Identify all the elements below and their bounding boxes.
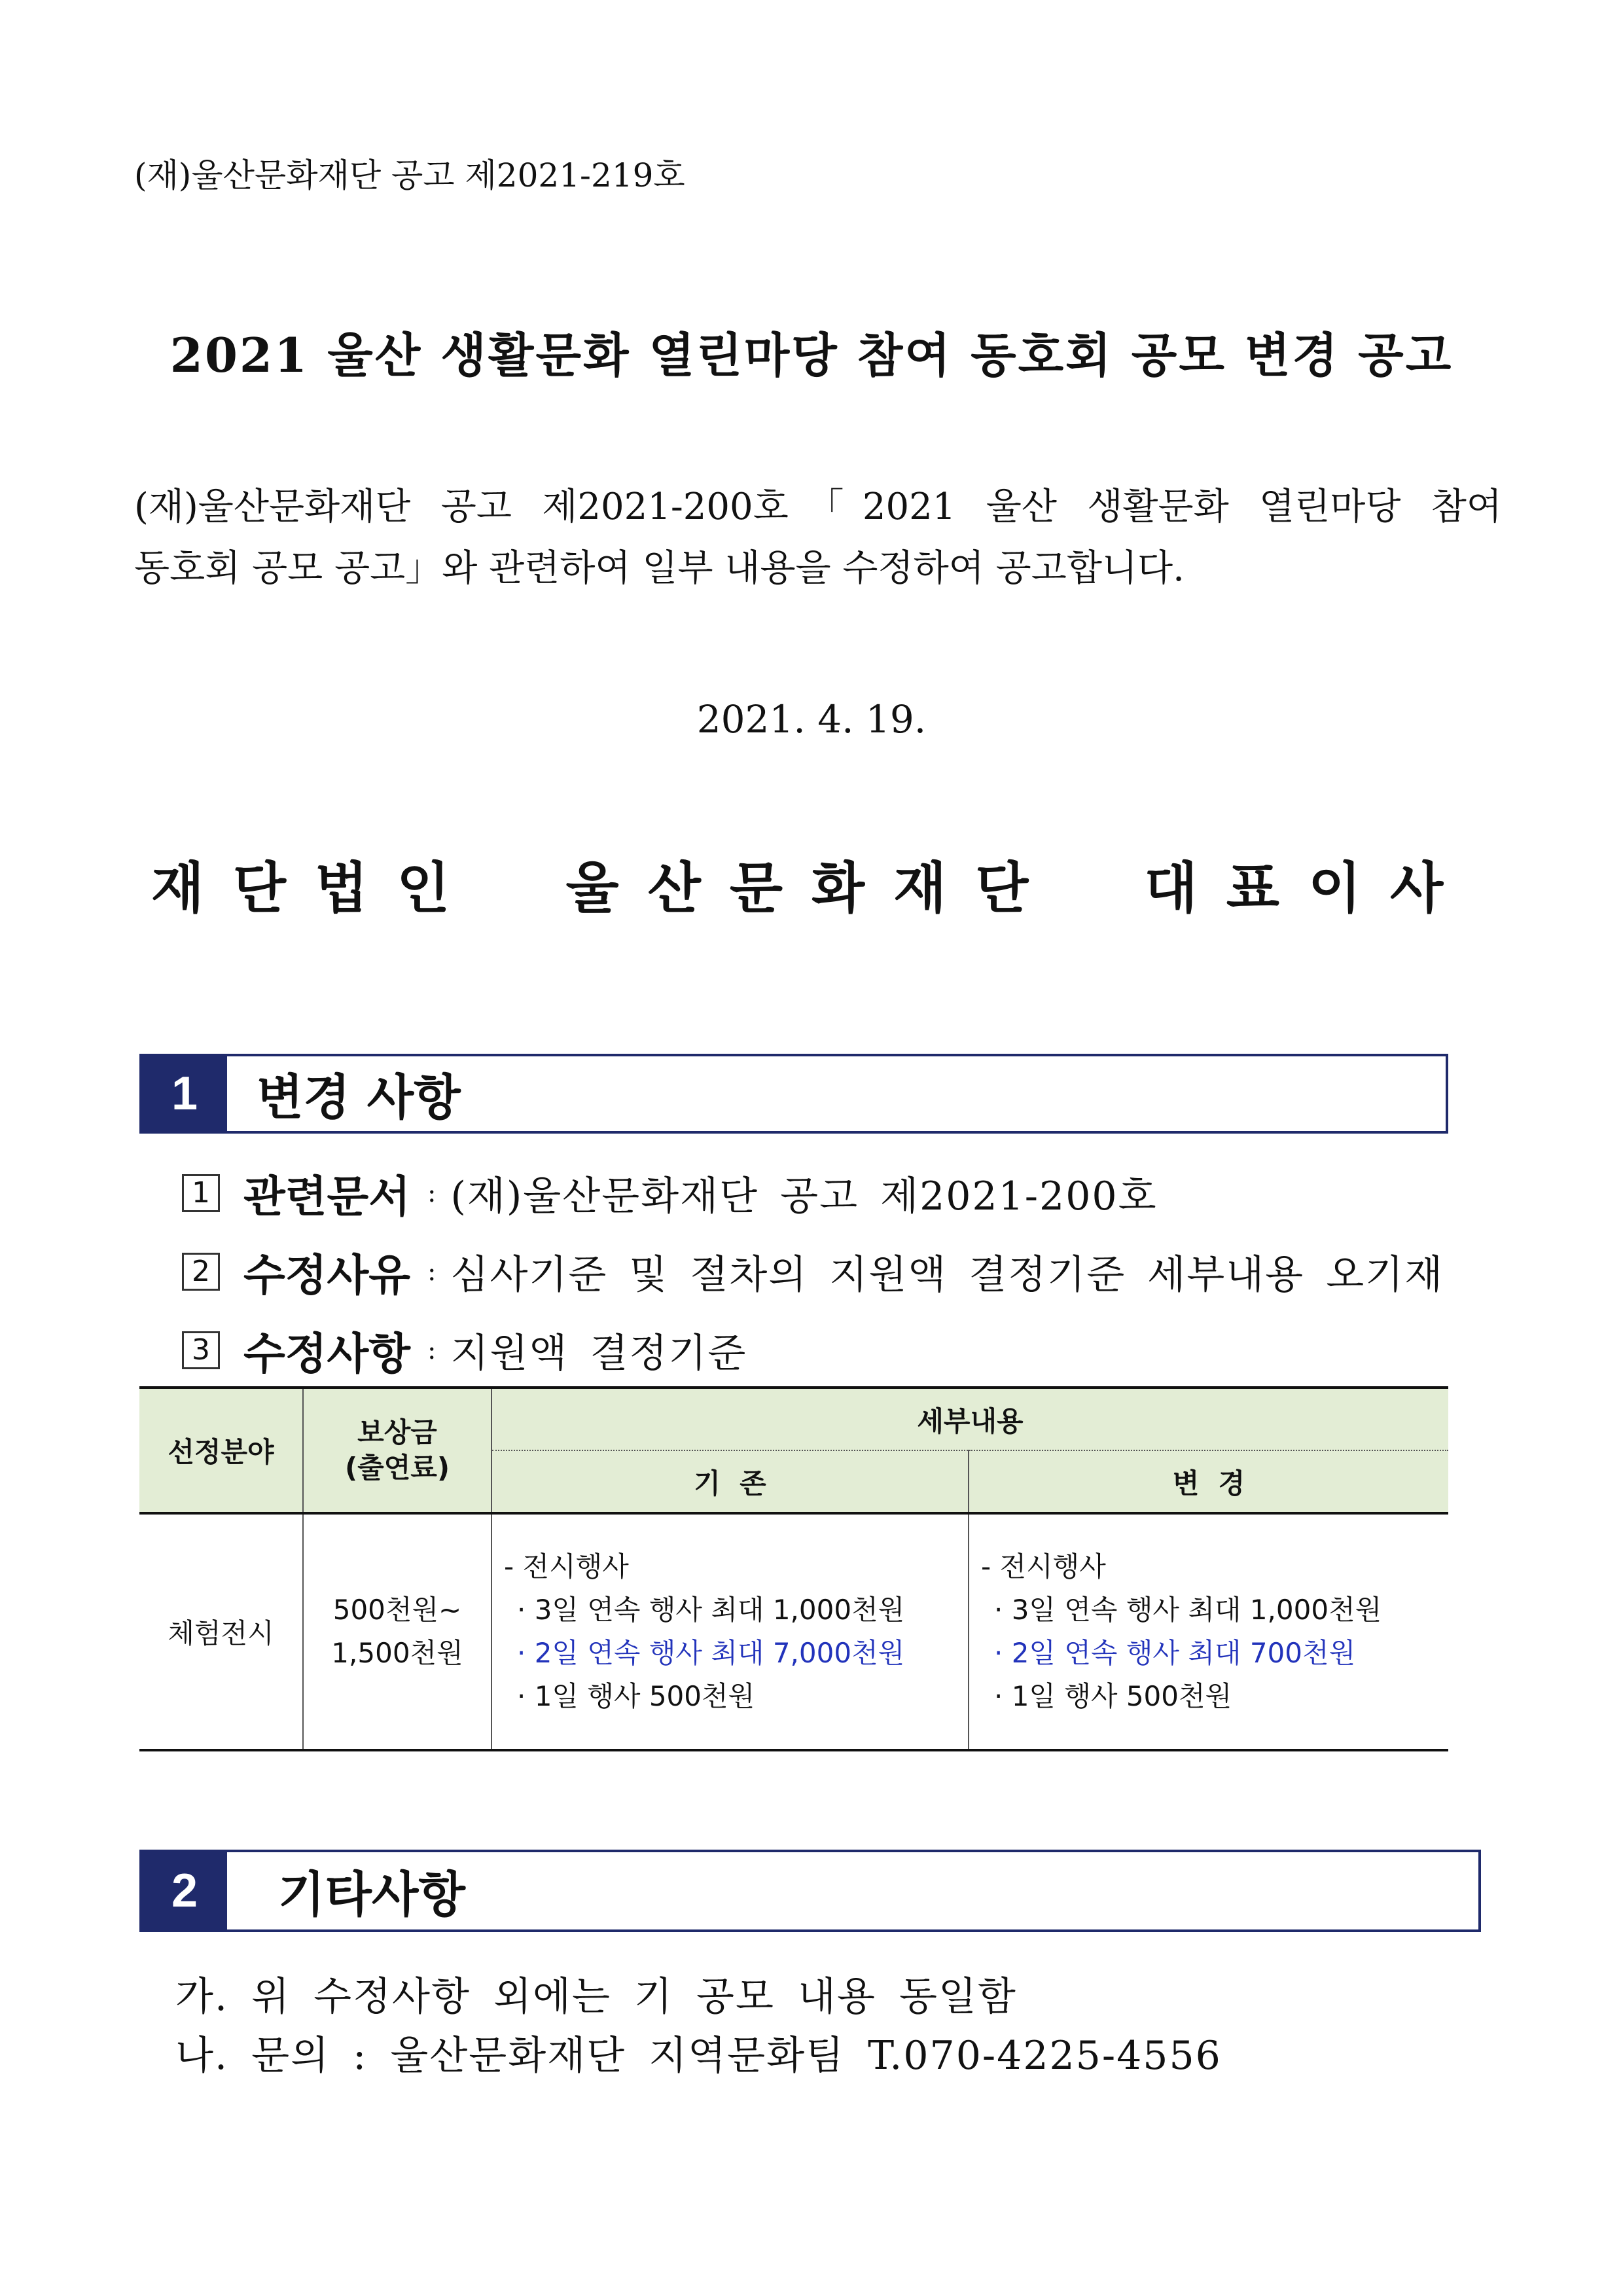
intro-line-1: (재)울산문화재단 공고 제2021-200호「2021 울산 생활문화 열린마당 참여 xyxy=(134,486,1502,528)
section-2-header xyxy=(139,1850,1481,1932)
row-reward xyxy=(303,1513,491,1750)
row-reward-line2: 1,500천원 xyxy=(331,1637,463,1669)
item-marker-2: 2 xyxy=(182,1253,220,1291)
before-line-3: · 2일 연속 행사 최대 7,000천원 xyxy=(517,1637,905,1669)
document-title: 2021 울산 생활문화 열린마당 참여 동호회 공모 변경 공고 xyxy=(169,327,1454,383)
item-text: 지원액 결정기준 xyxy=(450,1330,747,1376)
section-2-number: 2 xyxy=(142,1852,227,1929)
issuer-name: 재단법인 울산문화재단 대표이사 xyxy=(151,856,1472,920)
header-field: 선정분야 xyxy=(139,1388,303,1513)
item-colon: : xyxy=(427,1177,437,1208)
header-reward-line1: 보상금 xyxy=(357,1416,437,1448)
item-label: 수정사유 xyxy=(243,1250,411,1300)
item-text: (재)울산문화재단 공고 제2021-200호 xyxy=(450,1173,1158,1219)
after-line-3: · 2일 연속 행사 최대 700천원 xyxy=(994,1637,1356,1669)
header-before: 기 존 xyxy=(491,1450,969,1513)
row-reward-line1: 500천원~ xyxy=(332,1594,462,1626)
notice-number: (재)울산문화재단 공고 제2021-219호 xyxy=(134,156,685,194)
item-revision-reason xyxy=(182,1240,1444,1302)
intro-line-2: 동호회 공모 공고」와 관련하여 일부 내용을 수정하여 공고합니다. xyxy=(134,547,1185,590)
section-1-header xyxy=(139,1054,1448,1134)
section-1-number: 1 xyxy=(142,1056,227,1131)
row-after xyxy=(969,1513,1448,1750)
before-line-4: · 1일 행사 500천원 xyxy=(517,1680,755,1712)
item-colon: : xyxy=(427,1335,437,1365)
item-text: 심사기준 및 절차의 지원액 결정기준 세부내용 오기재 xyxy=(450,1251,1444,1298)
header-reward xyxy=(303,1388,491,1513)
row-before xyxy=(491,1513,969,1750)
announcement-date: 2021. 4. 19. xyxy=(696,697,927,742)
funding-criteria-table xyxy=(139,1386,1448,1751)
item-label: 수정사항 xyxy=(243,1329,411,1379)
after-line-4: · 1일 행사 500천원 xyxy=(994,1680,1232,1712)
header-reward-line2: (출연료) xyxy=(344,1452,450,1484)
header-after: 변 경 xyxy=(969,1450,1448,1513)
after-line-2: · 3일 연속 행사 최대 1,000천원 xyxy=(994,1594,1382,1626)
intro-paragraph xyxy=(134,476,1502,600)
after-line-1: - 전시행사 xyxy=(981,1551,1106,1583)
before-line-1: - 전시행사 xyxy=(504,1551,629,1583)
etc-item-1: 가. 위 수정사항 외에는 기 공모 내용 동일함 xyxy=(175,1974,1017,2020)
section-1-title: 변경 사항 xyxy=(257,1069,461,1126)
before-line-2: · 3일 연속 행사 최대 1,000천원 xyxy=(517,1594,905,1626)
item-related-document xyxy=(182,1162,1158,1224)
row-field: 체험전시 xyxy=(139,1513,303,1750)
item-colon: : xyxy=(427,1256,437,1287)
etc-item-2: 나. 문의 : 울산문화재단 지역문화팀 T.070-4225-4556 xyxy=(175,2033,1222,2079)
item-marker-1: 1 xyxy=(182,1174,220,1212)
item-revision-content xyxy=(182,1319,747,1381)
item-marker-3: 3 xyxy=(182,1331,220,1369)
item-label: 관련문서 xyxy=(243,1172,411,1222)
section-2-title: 기타사항 xyxy=(278,1867,465,1923)
header-detail: 세부내용 xyxy=(491,1388,1448,1450)
